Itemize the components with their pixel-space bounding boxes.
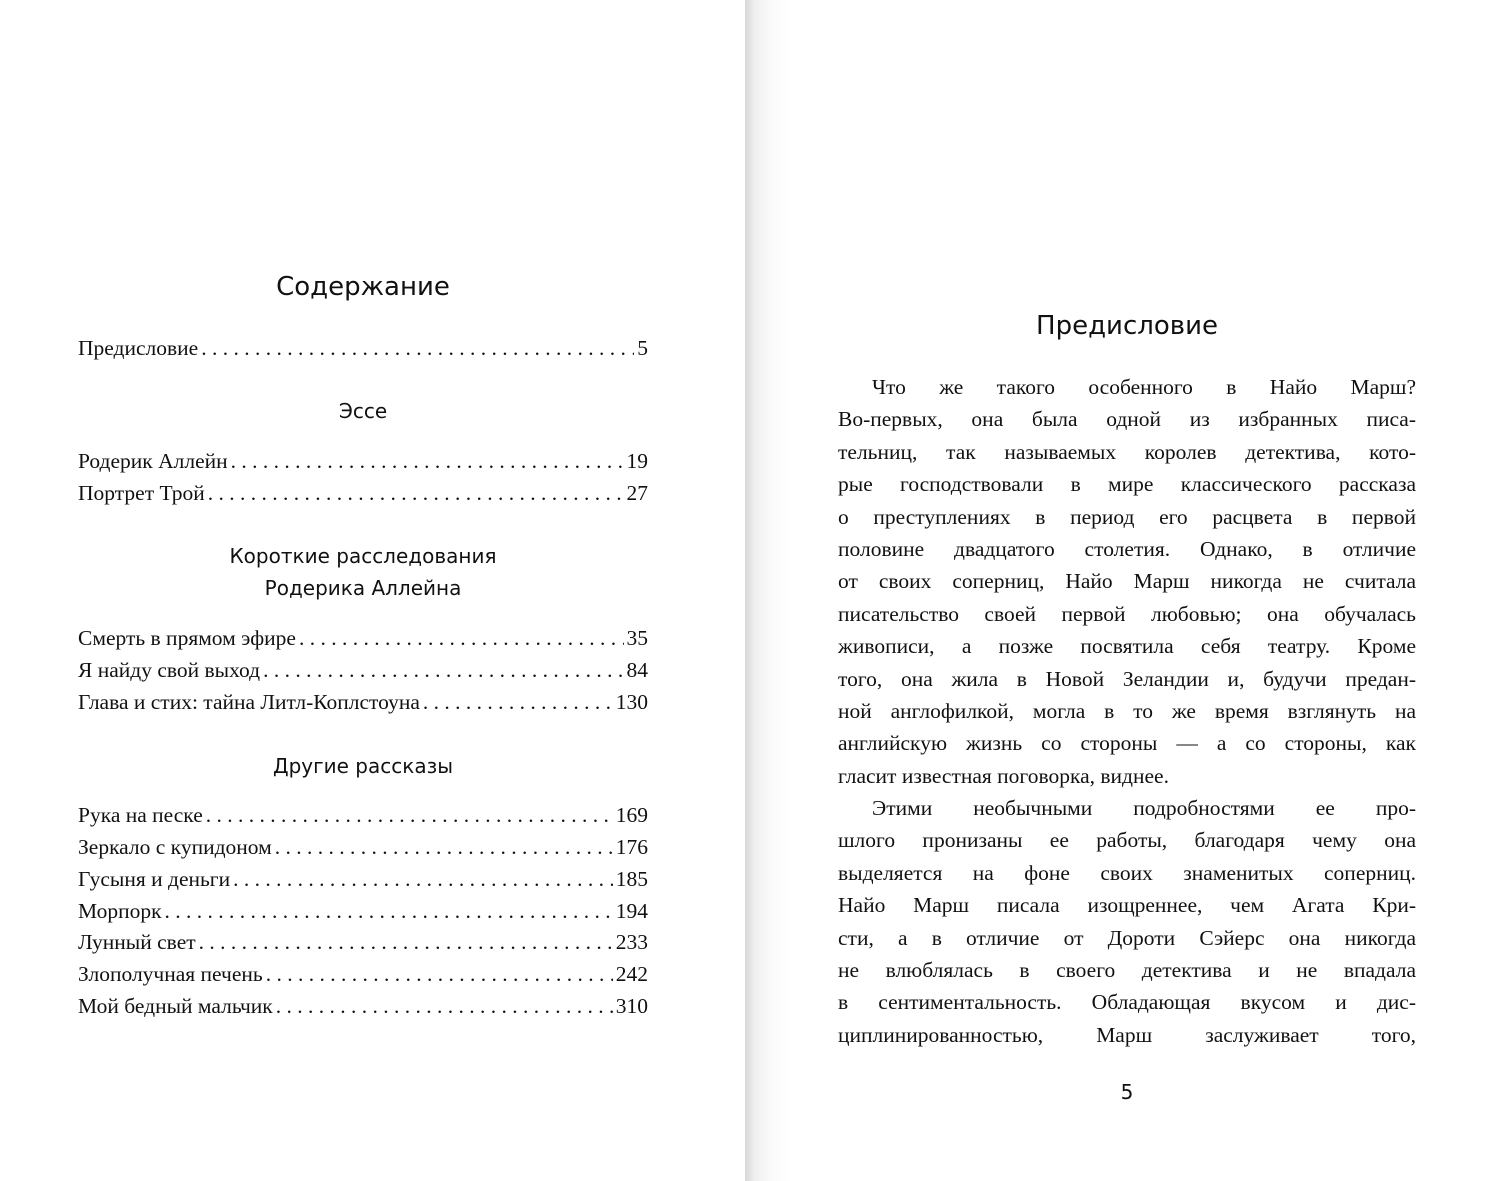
text-line: сти, а в отличие от Дороти Сэйерс она никогда [838, 925, 1416, 950]
text-line: шлого пронизаны ее работы, благодаря чему она [838, 828, 1416, 853]
text-line: о преступлениях в период его расцвета в первой [838, 504, 1416, 529]
toc-leader [206, 799, 613, 831]
toc-entry-page: 35 [626, 626, 648, 650]
text-line: английскую жизнь со стороны — а со стороны, как [838, 731, 1416, 756]
toc-leader [276, 990, 613, 1022]
text-line: в сентиментальность. Обладающая вкусом и дис- [838, 990, 1416, 1015]
toc-entry-page: 130 [615, 690, 648, 714]
text-line: ной англофилкой, могла в то же время взглянуть на [838, 699, 1416, 724]
toc-entry[interactable] [78, 863, 648, 895]
text-line: Этими необычными подробностями ее про- [872, 796, 1416, 820]
toc-leader [199, 926, 613, 958]
toc-entry-title: Морпорк [78, 899, 162, 923]
toc-entry-title: Я найду свой выход [78, 658, 261, 682]
toc-entry-title: Гусыня и деньги [78, 867, 231, 891]
text-line: от своих соперниц, Найо Марш никогда не считала [838, 569, 1416, 594]
toc-entry-title: Глава и стих: тайна Литл-Коплстоуна [78, 690, 420, 714]
toc-leader [263, 654, 623, 686]
toc-entry-page: 242 [615, 962, 648, 986]
toc-entry[interactable] [78, 622, 648, 654]
toc-entry[interactable] [78, 654, 648, 686]
text-line: циплинированностью, Марш заслуживает того, [838, 1022, 1416, 1047]
toc-entry[interactable] [78, 477, 648, 509]
text-line: живописи, а позже посвятила себя театру. Кроме [838, 634, 1416, 659]
toc-entry[interactable] [78, 831, 648, 863]
toc-section-heading-essays: Эссе [338, 399, 388, 423]
text-line: половине двадцатого столетия. Однако, в отличие [838, 537, 1416, 562]
toc-entry-page: 169 [615, 803, 648, 827]
toc-entry-page: 5 [637, 336, 648, 360]
toc-entry[interactable] [78, 445, 648, 477]
toc-leader [275, 831, 613, 863]
toc-leader [266, 958, 613, 990]
toc-title: Содержание [276, 272, 450, 302]
toc-entry-preface[interactable] [78, 332, 648, 364]
toc-entry-title: Родерик Аллейн [78, 449, 228, 473]
toc-entry-title: Портрет Трой [78, 481, 205, 505]
toc-section-heading-short-investigations: Короткие расследования [229, 544, 497, 568]
toc-entry[interactable] [78, 686, 648, 718]
toc-entry-page: 185 [615, 867, 648, 891]
toc-entry-title: Мой бедный мальчик [78, 994, 273, 1018]
toc-entry-title: Смерть в прямом эфире [78, 626, 296, 650]
toc-entry[interactable] [78, 895, 648, 927]
toc-entry-page: 19 [626, 449, 648, 473]
text-line: выделяется на фоне своих знаменитых соперниц. [838, 860, 1416, 885]
toc-leader [208, 477, 624, 509]
toc-entry[interactable] [78, 926, 648, 958]
preface-title: Предисловие [1036, 311, 1218, 341]
text-line: Найо Марш писала изощреннее, чем Агата Кри- [838, 893, 1416, 918]
toc-entry-page: 194 [615, 899, 648, 923]
page-number: 5 [1120, 1080, 1134, 1104]
toc-entry-title: Предисловие [78, 336, 199, 360]
toc-entry-page: 176 [615, 835, 648, 859]
toc-entry-page: 84 [626, 658, 648, 682]
toc-entry-title: Злополучная печень [78, 962, 263, 986]
text-line: гласит известная поговорка, виднее. [838, 763, 1169, 788]
text-line: тельниц, так называемых королев детектива, кото- [838, 439, 1416, 464]
toc-leader [165, 895, 613, 927]
toc-entry[interactable] [78, 799, 648, 831]
toc-section-heading-other-stories: Другие рассказы [272, 754, 454, 778]
toc-section-heading-short-investigations-line2: Родерика Аллейна [264, 576, 462, 600]
toc-leader [231, 445, 624, 477]
toc-entry-page: 233 [615, 930, 648, 954]
toc-leader [423, 686, 613, 718]
text-line: того, она жила в Новой Зеландии и, будучи предан- [838, 666, 1416, 691]
toc-leader [201, 332, 634, 364]
toc-entry[interactable] [78, 958, 648, 990]
toc-entry-title: Рука на песке [78, 803, 203, 827]
text-line: рые господствовали в мире классического рассказа [838, 472, 1416, 497]
toc-entry-page: 310 [615, 994, 648, 1018]
text-line: писательство своей первой любовью; она обучалась [838, 601, 1416, 626]
toc-leader [299, 622, 624, 654]
text-line: Во-первых, она была одной из избранных писа- [838, 407, 1416, 432]
preface-paragraph-1 [838, 371, 1416, 792]
toc-entry-page: 27 [626, 481, 648, 505]
toc-entry-title: Лунный свет [78, 930, 196, 954]
toc-entry-title: Зеркало с купидоном [78, 835, 272, 859]
text-line: не влюблялась в своего детектива и не впадала [838, 958, 1416, 983]
toc-entry[interactable] [78, 990, 648, 1022]
text-line: Что же такого особенного в Найо Марш? [872, 375, 1416, 399]
preface-paragraph-2 [838, 792, 1416, 1051]
toc-leader [233, 863, 613, 895]
